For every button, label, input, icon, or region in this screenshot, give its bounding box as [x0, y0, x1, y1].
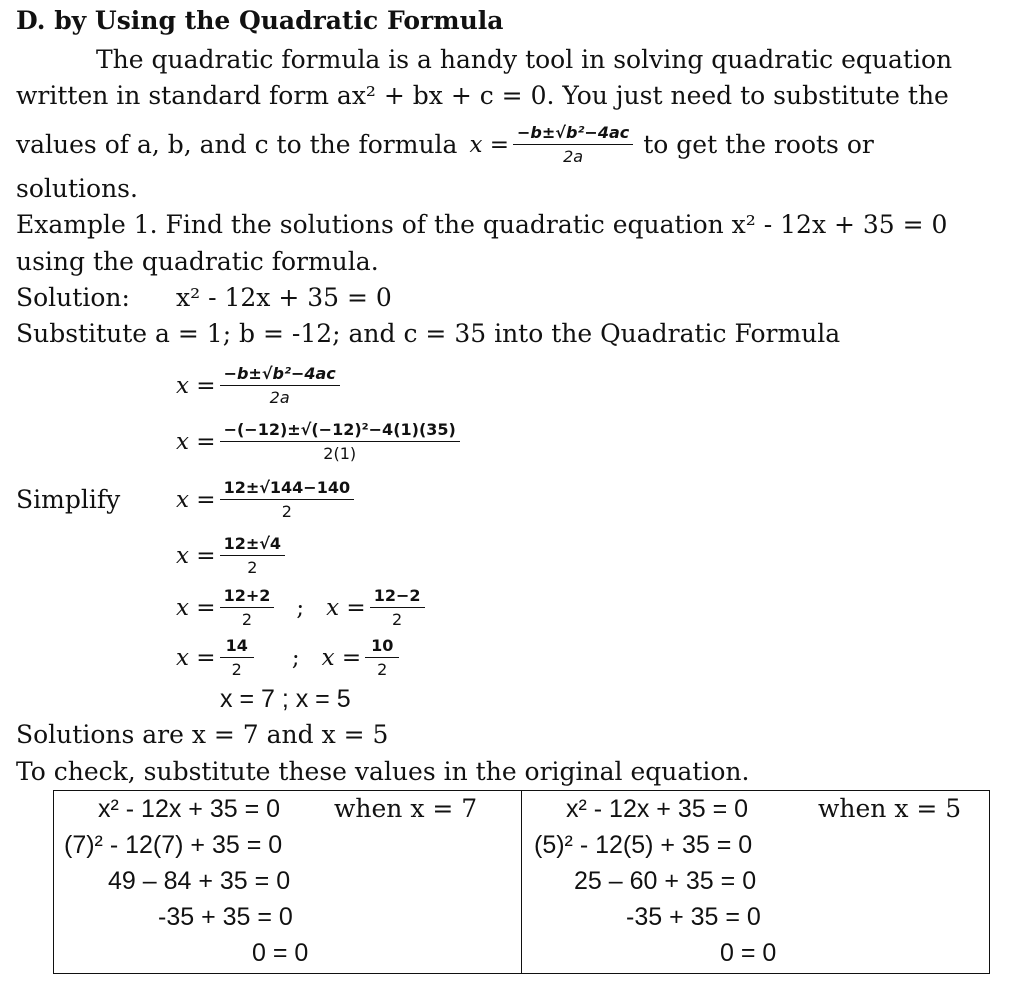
- left-row-2: 49 – 84 + 35 = 0: [108, 867, 291, 895]
- step-4: [176, 528, 285, 584]
- step-5: [176, 580, 425, 636]
- left-row-3: -35 + 35 = 0: [158, 903, 293, 931]
- step-3-numerator: 12±√144−140: [220, 477, 355, 500]
- intro-line-3: [16, 118, 874, 172]
- step-6a-denominator: 2: [231, 659, 242, 679]
- step-1-denominator: 2a: [269, 387, 290, 407]
- solution-equation: x² - 12x + 35 = 0: [176, 283, 392, 312]
- check-left-cell: [54, 791, 522, 974]
- formula-numerator: −b±√b²−4ac: [513, 122, 633, 145]
- intro-line-3-end: to get the roots or: [643, 130, 874, 159]
- step-3-x: x =: [176, 487, 216, 513]
- step-6a-fraction: [220, 635, 254, 682]
- step-3-denominator: 2: [281, 501, 292, 521]
- left-header-when: when x = 7: [334, 794, 478, 823]
- step-3: [176, 472, 354, 528]
- simplify-label: Simplify: [16, 485, 121, 514]
- step-4-fraction: [220, 533, 285, 580]
- substitute-line: Substitute a = 1; b = -12; and c = 35 into the Quadratic Formula: [16, 319, 841, 348]
- right-row-2: 25 – 60 + 35 = 0: [574, 867, 757, 895]
- step-2-denominator: 2(1): [323, 443, 357, 463]
- step-6a-numerator: 14: [220, 635, 254, 658]
- right-row-1: (5)² - 12(5) + 35 = 0: [534, 831, 753, 859]
- formula-x: x =: [469, 132, 510, 158]
- step-5a-denominator: 2: [241, 609, 253, 629]
- step-6b-denominator: 2: [377, 659, 388, 679]
- quadratic-formula-fraction: [513, 122, 633, 169]
- step-2-numerator: −(−12)±√(−12)²−4(1)(35): [220, 419, 460, 442]
- final-roots: x = 7 ; x = 5: [220, 685, 351, 713]
- intro-line-3-start: values of a, b, and c to the formula: [16, 130, 458, 159]
- step-5-separator: ;: [296, 595, 305, 621]
- step-5b-numerator: 12−2: [370, 585, 425, 608]
- step-6: [176, 630, 399, 686]
- check-table: [53, 790, 990, 974]
- right-row-4: 0 = 0: [720, 939, 777, 967]
- left-row-4: 0 = 0: [252, 939, 309, 967]
- step-6a-x: x =: [176, 645, 216, 671]
- section-heading: D. by Using the Quadratic Formula: [16, 6, 504, 35]
- right-header-equation: x² - 12x + 35 = 0: [566, 795, 749, 823]
- right-header-when: when x = 5: [818, 794, 962, 823]
- step-2-fraction: [220, 419, 460, 466]
- step-6b-fraction: [365, 635, 399, 682]
- example-line-1: Example 1. Find the solutions of the quadratic equation x² - 12x + 35 = 0: [16, 210, 948, 239]
- step-3-fraction: [220, 477, 355, 524]
- step-6b-x: x =: [321, 645, 362, 671]
- check-intro: To check, substitute these values in the original equation.: [16, 757, 750, 786]
- left-row-1: (7)² - 12(7) + 35 = 0: [64, 831, 283, 859]
- solution-label: Solution:: [16, 283, 130, 312]
- example-line-2: using the quadratic formula.: [16, 247, 379, 276]
- step-6b-numerator: 10: [365, 635, 399, 658]
- step-5a-x: x =: [176, 595, 216, 621]
- solutions-statement: Solutions are x = 7 and x = 5: [16, 720, 389, 749]
- step-5a-numerator: 12+2: [220, 585, 275, 608]
- step-1-x: x =: [176, 373, 216, 399]
- step-5b-denominator: 2: [392, 609, 403, 629]
- step-1: [176, 358, 340, 414]
- step-4-x: x =: [176, 543, 216, 569]
- intro-line-4: solutions.: [16, 174, 138, 203]
- step-5b-fraction: [370, 585, 425, 632]
- step-1-numerator: −b±√b²−4ac: [220, 363, 340, 386]
- step-4-numerator: 12±√4: [220, 533, 285, 556]
- step-2-x: x =: [176, 429, 216, 455]
- right-row-3: -35 + 35 = 0: [626, 903, 761, 931]
- left-header-equation: x² - 12x + 35 = 0: [98, 795, 281, 823]
- step-6-separator: ;: [291, 645, 300, 671]
- check-right-cell: [522, 791, 990, 974]
- intro-line-2: written in standard form ax² + bx + c = 0. You just need to substitute the: [16, 81, 949, 110]
- step-5a-fraction: [220, 585, 275, 632]
- step-1-fraction: [220, 363, 340, 410]
- formula-denominator: 2a: [563, 146, 584, 166]
- step-2: [176, 414, 460, 470]
- step-4-denominator: 2: [247, 557, 258, 577]
- step-5b-x: x =: [326, 595, 366, 621]
- intro-line-1: The quadratic formula is a handy tool in solving quadratic equation: [96, 45, 953, 74]
